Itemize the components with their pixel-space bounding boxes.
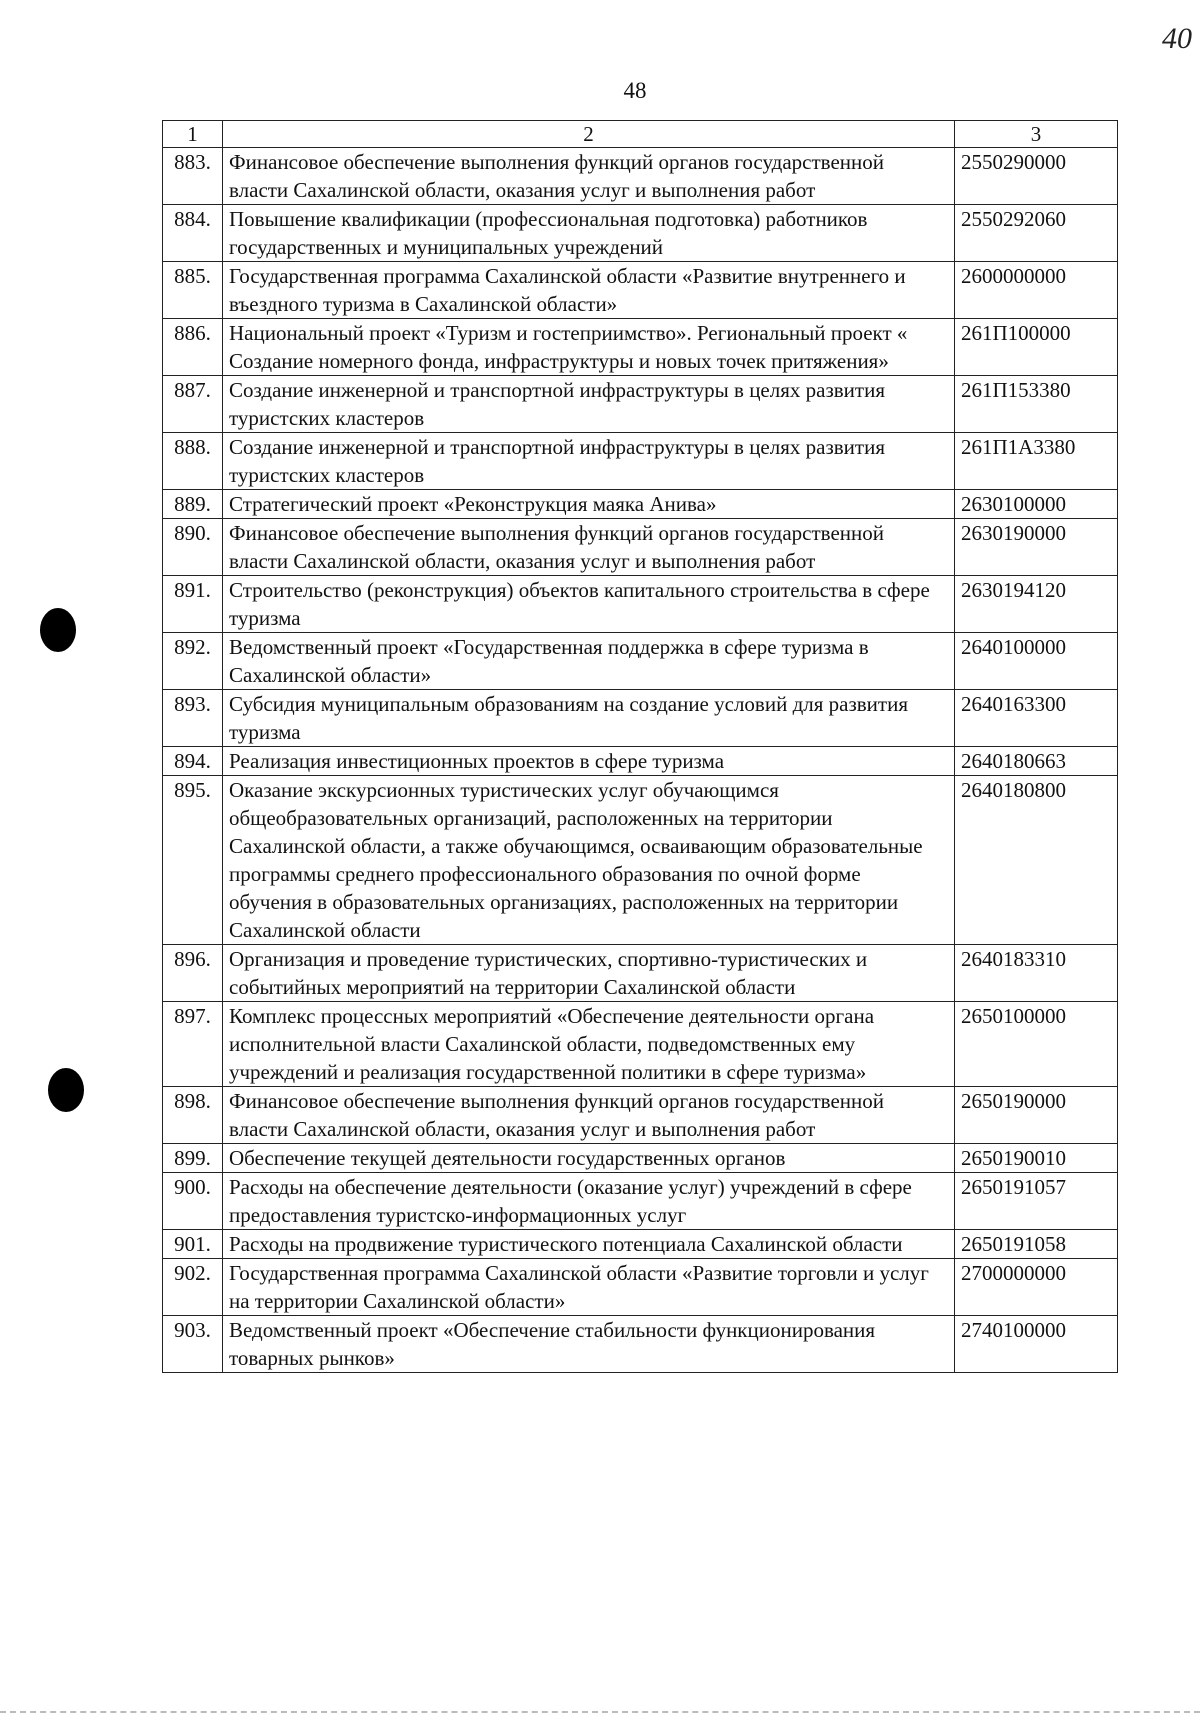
table-row — [163, 1259, 1118, 1316]
row-number: 893. — [163, 690, 223, 747]
row-code: 261П153380 — [955, 376, 1118, 433]
row-name: Стратегический проект «Реконструкция маяка Анива» — [223, 490, 955, 519]
row-name: Строительство (реконструкция) объектов капитального строительства в сфере туризма — [223, 576, 955, 633]
row-number: 891. — [163, 576, 223, 633]
row-code: 2640163300 — [955, 690, 1118, 747]
row-name: Финансовое обеспечение выполнения функций органов государственной власти Сахалинской области, оказания услуг и выполнения работ — [223, 1087, 955, 1144]
table-row — [163, 433, 1118, 490]
row-name: Финансовое обеспечение выполнения функций органов государственной власти Сахалинской области, оказания услуг и выполнения работ — [223, 148, 955, 205]
row-number: 887. — [163, 376, 223, 433]
table-row — [163, 490, 1118, 519]
row-code: 2650191057 — [955, 1173, 1118, 1230]
handwritten-page-mark: 40 — [1162, 22, 1192, 55]
table-row — [163, 519, 1118, 576]
column-header-code: 3 — [955, 121, 1118, 148]
table-row — [163, 376, 1118, 433]
table-row — [163, 148, 1118, 205]
row-name: Субсидия муниципальным образованиям на создание условий для развития туризма — [223, 690, 955, 747]
table-row — [163, 1316, 1118, 1373]
binder-hole-icon — [40, 608, 76, 652]
row-code: 2630194120 — [955, 576, 1118, 633]
row-code: 2630100000 — [955, 490, 1118, 519]
row-number: 902. — [163, 1259, 223, 1316]
row-code: 2640180663 — [955, 747, 1118, 776]
row-number: 885. — [163, 262, 223, 319]
scan-edge-divider — [0, 1711, 1200, 1713]
row-name: Организация и проведение туристических, спортивно-туристических и событийных мероприятий на территории Сахалинской области — [223, 945, 955, 1002]
row-name: Ведомственный проект «Государственная поддержка в сфере туризма в Сахалинской области» — [223, 633, 955, 690]
row-name: Создание инженерной и транспортной инфраструктуры в целях развития туристских кластеров — [223, 433, 955, 490]
row-name: Ведомственный проект «Обеспечение стабильности функционирования товарных рынков» — [223, 1316, 955, 1373]
row-code: 2640183310 — [955, 945, 1118, 1002]
row-name: Государственная программа Сахалинской области «Развитие торговли и услуг на территории Сахалинской области» — [223, 1259, 955, 1316]
table-header-row — [163, 121, 1118, 148]
table-row — [163, 1144, 1118, 1173]
table-row — [163, 1087, 1118, 1144]
row-code: 2700000000 — [955, 1259, 1118, 1316]
row-number: 889. — [163, 490, 223, 519]
table-row — [163, 1230, 1118, 1259]
row-name: Повышение квалификации (профессиональная подготовка) работников государственных и муниципальных учреждений — [223, 205, 955, 262]
row-code: 2650190010 — [955, 1144, 1118, 1173]
row-number: 896. — [163, 945, 223, 1002]
row-number: 894. — [163, 747, 223, 776]
row-code: 2600000000 — [955, 262, 1118, 319]
table-row — [163, 633, 1118, 690]
row-number: 897. — [163, 1002, 223, 1087]
table-row — [163, 1173, 1118, 1230]
table-row — [163, 319, 1118, 376]
page-number: 48 — [623, 78, 647, 103]
row-number: 903. — [163, 1316, 223, 1373]
row-number: 886. — [163, 319, 223, 376]
row-name: Оказание экскурсионных туристических услуг обучающимся общеобразовательных организаций, расположенных на территории Сахалинской области, а также обучающимся, осваивающим образовательные программы среднего профессионального образования по очной форме обучения в образовательных организациях, расположенных на территории Сахалинской области — [223, 776, 955, 945]
row-code: 2650191058 — [955, 1230, 1118, 1259]
table-row — [163, 776, 1118, 945]
row-name: Финансовое обеспечение выполнения функций органов государственной власти Сахалинской области, оказания услуг и выполнения работ — [223, 519, 955, 576]
row-number: 890. — [163, 519, 223, 576]
row-number: 883. — [163, 148, 223, 205]
row-number: 898. — [163, 1087, 223, 1144]
table-row — [163, 205, 1118, 262]
table-row — [163, 945, 1118, 1002]
row-code: 2640100000 — [955, 633, 1118, 690]
row-number: 888. — [163, 433, 223, 490]
row-code: 2650100000 — [955, 1002, 1118, 1087]
row-name: Государственная программа Сахалинской области «Развитие внутреннего и въездного туризма в Сахалинской области» — [223, 262, 955, 319]
code-register-table — [162, 120, 1118, 1373]
row-code: 261П100000 — [955, 319, 1118, 376]
row-name: Создание инженерной и транспортной инфраструктуры в целях развития туристских кластеров — [223, 376, 955, 433]
row-number: 900. — [163, 1173, 223, 1230]
row-number: 892. — [163, 633, 223, 690]
row-code: 2650190000 — [955, 1087, 1118, 1144]
table-row — [163, 690, 1118, 747]
row-number: 884. — [163, 205, 223, 262]
row-name: Национальный проект «Туризм и гостеприимство». Региональный проект « Создание номерного фонда, инфраструктуры и новых точек притяжения» — [223, 319, 955, 376]
table-row — [163, 576, 1118, 633]
row-code: 2740100000 — [955, 1316, 1118, 1373]
row-name: Расходы на продвижение туристического потенциала Сахалинской области — [223, 1230, 955, 1259]
row-name: Расходы на обеспечение деятельности (оказание услуг) учреждений в сфере предоставления туристско-информационных услуг — [223, 1173, 955, 1230]
row-code: 2630190000 — [955, 519, 1118, 576]
table-row — [163, 262, 1118, 319]
row-name: Комплекс процессных мероприятий «Обеспечение деятельности органа исполнительной власти Сахалинской области, подведомственных ему учреждений и реализация государственной политики в сфере туризма» — [223, 1002, 955, 1087]
row-code: 2640180800 — [955, 776, 1118, 945]
column-header-name: 2 — [223, 121, 955, 148]
row-number: 895. — [163, 776, 223, 945]
row-code: 2550290000 — [955, 148, 1118, 205]
column-header-number: 1 — [163, 121, 223, 148]
row-code: 261П1А3380 — [955, 433, 1118, 490]
row-number: 901. — [163, 1230, 223, 1259]
row-name: Обеспечение текущей деятельности государственных органов — [223, 1144, 955, 1173]
row-number: 899. — [163, 1144, 223, 1173]
row-name: Реализация инвестиционных проектов в сфере туризма — [223, 747, 955, 776]
binder-hole-icon — [48, 1068, 84, 1112]
table-row — [163, 747, 1118, 776]
row-code: 2550292060 — [955, 205, 1118, 262]
table-row — [163, 1002, 1118, 1087]
